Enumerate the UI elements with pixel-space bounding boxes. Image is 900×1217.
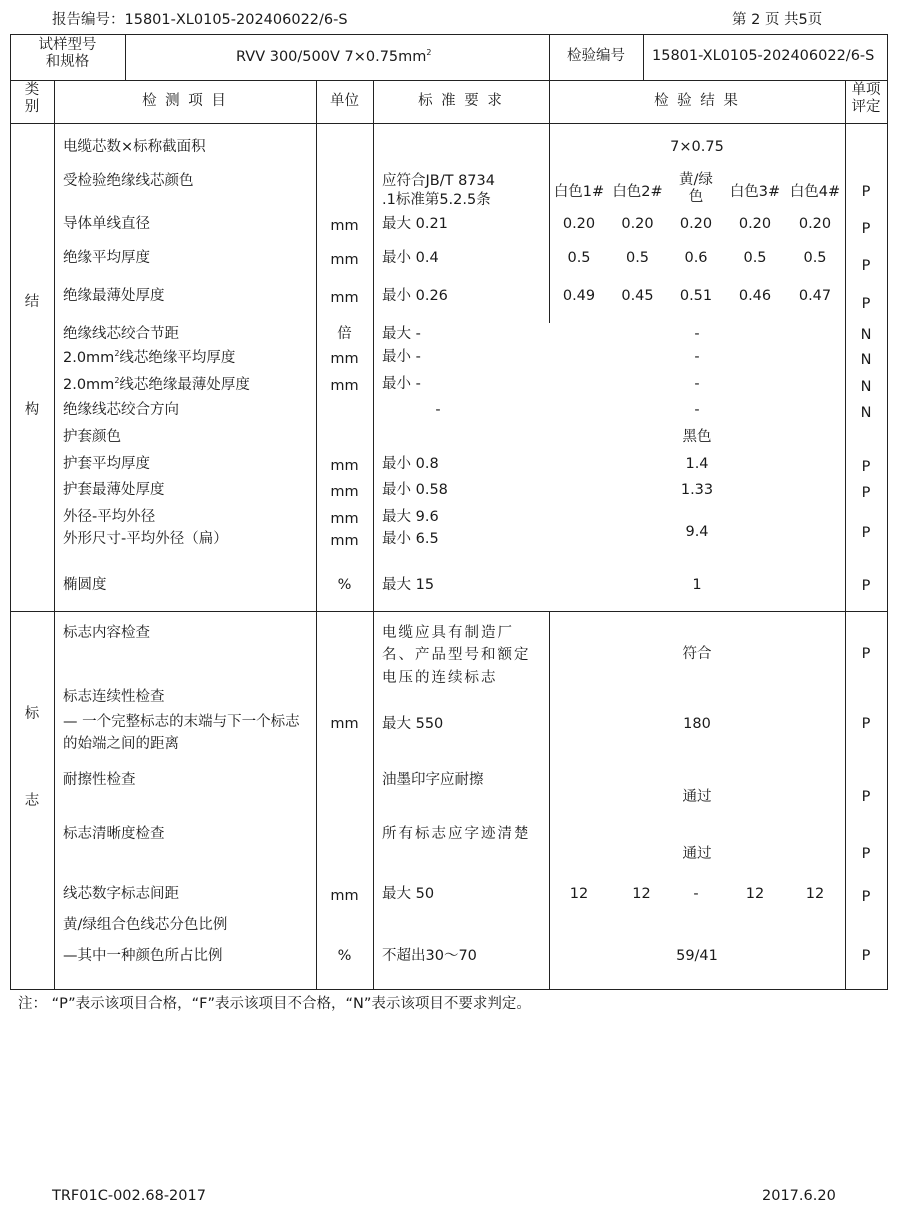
unit-color-ratio: %	[337, 948, 352, 964]
req-insulation-min: 最小 0.26	[382, 288, 448, 304]
unit-2mm-avg: mm	[330, 351, 359, 367]
result-lay-length: -	[694, 326, 700, 342]
color-white-2: 白色2#	[612, 184, 663, 200]
inspection-no-label: 检验编号	[567, 48, 625, 64]
item-2mm-avg: $2.0mm^2$线芯绝缘平均厚度	[63, 349, 236, 366]
color-white-4: 白色4#	[789, 184, 841, 200]
sample-label: 试样型号 和规格	[38, 37, 97, 71]
verdict-insulation-color: P	[861, 184, 871, 200]
result-abrasion: 通过	[682, 789, 712, 805]
item-flat-diameter: 外形尺寸-平均外径（扁）	[63, 531, 228, 547]
col-category: 类 别	[24, 82, 40, 116]
verdict-sheath-avg: P	[861, 459, 871, 475]
unit-insulation-min: mm	[330, 290, 359, 306]
req-lay-direction: -	[435, 402, 441, 418]
verdict-2mm-min: N	[860, 379, 872, 395]
verdict-core-number-spacing: P	[861, 889, 871, 905]
value-cell: 12	[745, 886, 765, 902]
value-cell: 0.5	[567, 250, 591, 266]
result-ovality: 1	[692, 577, 702, 593]
req-lay-length: 最大 -	[382, 326, 421, 342]
item-core-number-spacing: 线芯数字标志间距	[63, 886, 179, 902]
item-marking-content: 标志内容检查	[63, 625, 150, 641]
result-color-ratio: 59/41	[676, 948, 718, 964]
result-sheath-min: 1.33	[680, 482, 714, 498]
unit-flat-diameter: mm	[330, 533, 359, 549]
unit-sheath-min: mm	[330, 484, 359, 500]
item-sheath-min: 护套最薄处厚度	[63, 482, 165, 498]
req-color-ratio: 不超出30～70	[382, 948, 477, 964]
note: 注： “P”表示该项目合格，“F”表示该项目不合格，“N”表示该项目不要求判定。	[18, 996, 531, 1012]
value-cell: 0.20	[798, 216, 832, 232]
item-insulation-color: 受检验绝缘线芯颜色	[63, 173, 194, 189]
category-structure-2: 构	[24, 402, 40, 418]
value-cell: -	[693, 886, 699, 902]
result-marking-content: 符合	[682, 646, 712, 662]
col-result: 检 验 结 果	[654, 93, 740, 109]
req-sheath-avg: 最小 0.8	[382, 456, 439, 472]
form-code: TRF01C-002.68-2017	[52, 1188, 206, 1204]
verdict-ovality: P	[861, 578, 871, 594]
verdict-sheath-min: P	[861, 485, 871, 501]
result-core-count: 7×0.75	[670, 139, 724, 155]
item-color-ratio-detail: —其中一种颜色所占比例	[63, 948, 223, 964]
value-cell: 0.6	[684, 250, 708, 266]
verdict-color-ratio: P	[861, 948, 871, 964]
value-cell: 0.5	[743, 250, 767, 266]
value-cell: 0.5	[625, 250, 650, 266]
result-marking-continuity: 180	[683, 716, 711, 732]
req-outer-diameter: 最大 9.6	[382, 509, 439, 525]
unit-core-number-spacing: mm	[330, 888, 359, 904]
unit-insulation-avg: mm	[330, 252, 359, 268]
value-cell: 0.47	[798, 288, 832, 304]
item-legibility: 标志清晰度检查	[63, 826, 165, 842]
result-sheath-color: 黑色	[682, 429, 712, 445]
req-marking-content: 电缆应具有制造厂名、产品型号和额定电压的连续标志	[382, 625, 531, 686]
value-cell: 0.45	[621, 288, 654, 304]
sample-model: RVV 300/500V $7\times 0.75mm^2$	[236, 48, 432, 65]
unit-marking-continuity: mm	[330, 716, 359, 732]
verdict-insulation-avg: P	[861, 258, 871, 274]
item-marking-continuity: 标志连续性检查	[63, 689, 165, 705]
unit-outer-diameter: mm	[330, 511, 359, 527]
req-ovality: 最大 15	[382, 577, 435, 593]
item-lay-direction: 绝缘线芯绞合方向	[63, 402, 179, 418]
category-structure-1: 结	[24, 294, 40, 310]
result-2mm-min: -	[694, 376, 700, 392]
result-outer-diameter: 9.4	[685, 524, 709, 540]
item-ovality: 椭圆度	[63, 577, 107, 593]
col-unit: 单位	[330, 93, 359, 109]
page-info: 第 2 页 共5页	[732, 12, 823, 28]
item-abrasion: 耐擦性检查	[63, 772, 136, 788]
item-outer-diameter: 外径-平均外径	[63, 509, 156, 525]
color-white-1: 白色1#	[553, 184, 605, 200]
category-marking-2: 志	[24, 793, 40, 809]
req-insulation-avg: 最小 0.4	[382, 250, 439, 266]
item-conductor-diameter: 导体单线直径	[63, 216, 150, 232]
value-cell: 0.20	[679, 216, 713, 232]
verdict-lay-length: N	[860, 327, 872, 343]
item-sheath-color: 护套颜色	[63, 429, 121, 445]
value-cell: 0.51	[679, 288, 713, 304]
req-flat-diameter: 最小 6.5	[382, 531, 439, 547]
verdict-lay-direction: N	[860, 405, 872, 421]
req-core-number-spacing: 最大 50	[382, 886, 435, 902]
req-abrasion: 油墨印字应耐擦	[382, 772, 484, 788]
req-sheath-min: 最小 0.58	[382, 482, 448, 498]
unit-2mm-min: mm	[330, 378, 359, 394]
item-core-count: 电缆芯数×标称截面积	[63, 139, 206, 155]
verdict-marking-continuity: P	[861, 716, 871, 732]
item-marking-continuity-detail: — 一个完整标志的末端与下一个标志的始端之间的距离	[63, 714, 300, 753]
item-insulation-avg: 绝缘平均厚度	[63, 250, 150, 266]
result-sheath-avg: 1.4	[685, 456, 709, 472]
category-marking-1: 标	[24, 706, 40, 722]
req-legibility: 所有标志应字迹清楚	[382, 826, 531, 842]
unit-lay-length: 倍	[337, 326, 352, 342]
item-2mm-min: $2.0mm^2$线芯绝缘最薄处厚度	[63, 376, 250, 393]
verdict-insulation-min: P	[861, 296, 871, 312]
verdict-conductor-diameter: P	[861, 221, 871, 237]
value-cell: 0.49	[562, 288, 596, 304]
color-white-3: 白色3#	[729, 184, 781, 200]
col-verdict: 单项 评定	[851, 82, 881, 116]
col-item: 检 测 项 目	[142, 93, 228, 109]
value-cell: 0.5	[803, 250, 827, 266]
result-legibility: 通过	[682, 846, 712, 862]
value-cell: 12	[805, 886, 825, 902]
form-date: 2017.6.20	[762, 1188, 836, 1204]
item-color-ratio: 黄/绿组合色线芯分色比例	[63, 917, 228, 933]
verdict-marking-content: P	[861, 646, 871, 662]
unit-conductor-diameter: mm	[330, 218, 359, 234]
value-cell: 12	[632, 886, 651, 902]
req-2mm-avg: 最小 -	[382, 349, 421, 365]
inspection-no: 15801-XL0105-202406022/6-S	[652, 48, 875, 64]
item-sheath-avg: 护套平均厚度	[63, 456, 150, 472]
verdict-legibility: P	[861, 846, 871, 862]
col-requirement: 标 准 要 求	[418, 93, 504, 109]
value-cell: 0.20	[621, 216, 654, 232]
unit-ovality: %	[337, 577, 352, 593]
value-cell: 0.20	[562, 216, 596, 232]
value-cell: 0.46	[738, 288, 772, 304]
result-lay-direction: -	[694, 402, 700, 418]
color-yellow-green: 黄/绿 色	[679, 172, 713, 206]
item-lay-length: 绝缘线芯绞合节距	[63, 326, 179, 342]
req-insulation-color-1: 应符合JB/T 8734	[382, 173, 495, 189]
unit-sheath-avg: mm	[330, 458, 359, 474]
item-insulation-min: 绝缘最薄处厚度	[63, 288, 165, 304]
report-number: 报告编号：15801-XL0105-202406022/6-S	[52, 12, 348, 28]
verdict-abrasion: P	[861, 789, 871, 805]
req-insulation-color-2: .1标准第5.2.5条	[382, 192, 491, 208]
value-cell: 0.20	[738, 216, 772, 232]
req-2mm-min: 最小 -	[382, 376, 421, 392]
verdict-outer-diameter: P	[861, 525, 871, 541]
value-cell: 12	[569, 886, 589, 902]
verdict-2mm-avg: N	[860, 352, 872, 368]
result-2mm-avg: -	[694, 349, 700, 365]
req-conductor-diameter: 最大 0.21	[382, 216, 448, 232]
req-marking-continuity: 最大 550	[382, 716, 444, 732]
